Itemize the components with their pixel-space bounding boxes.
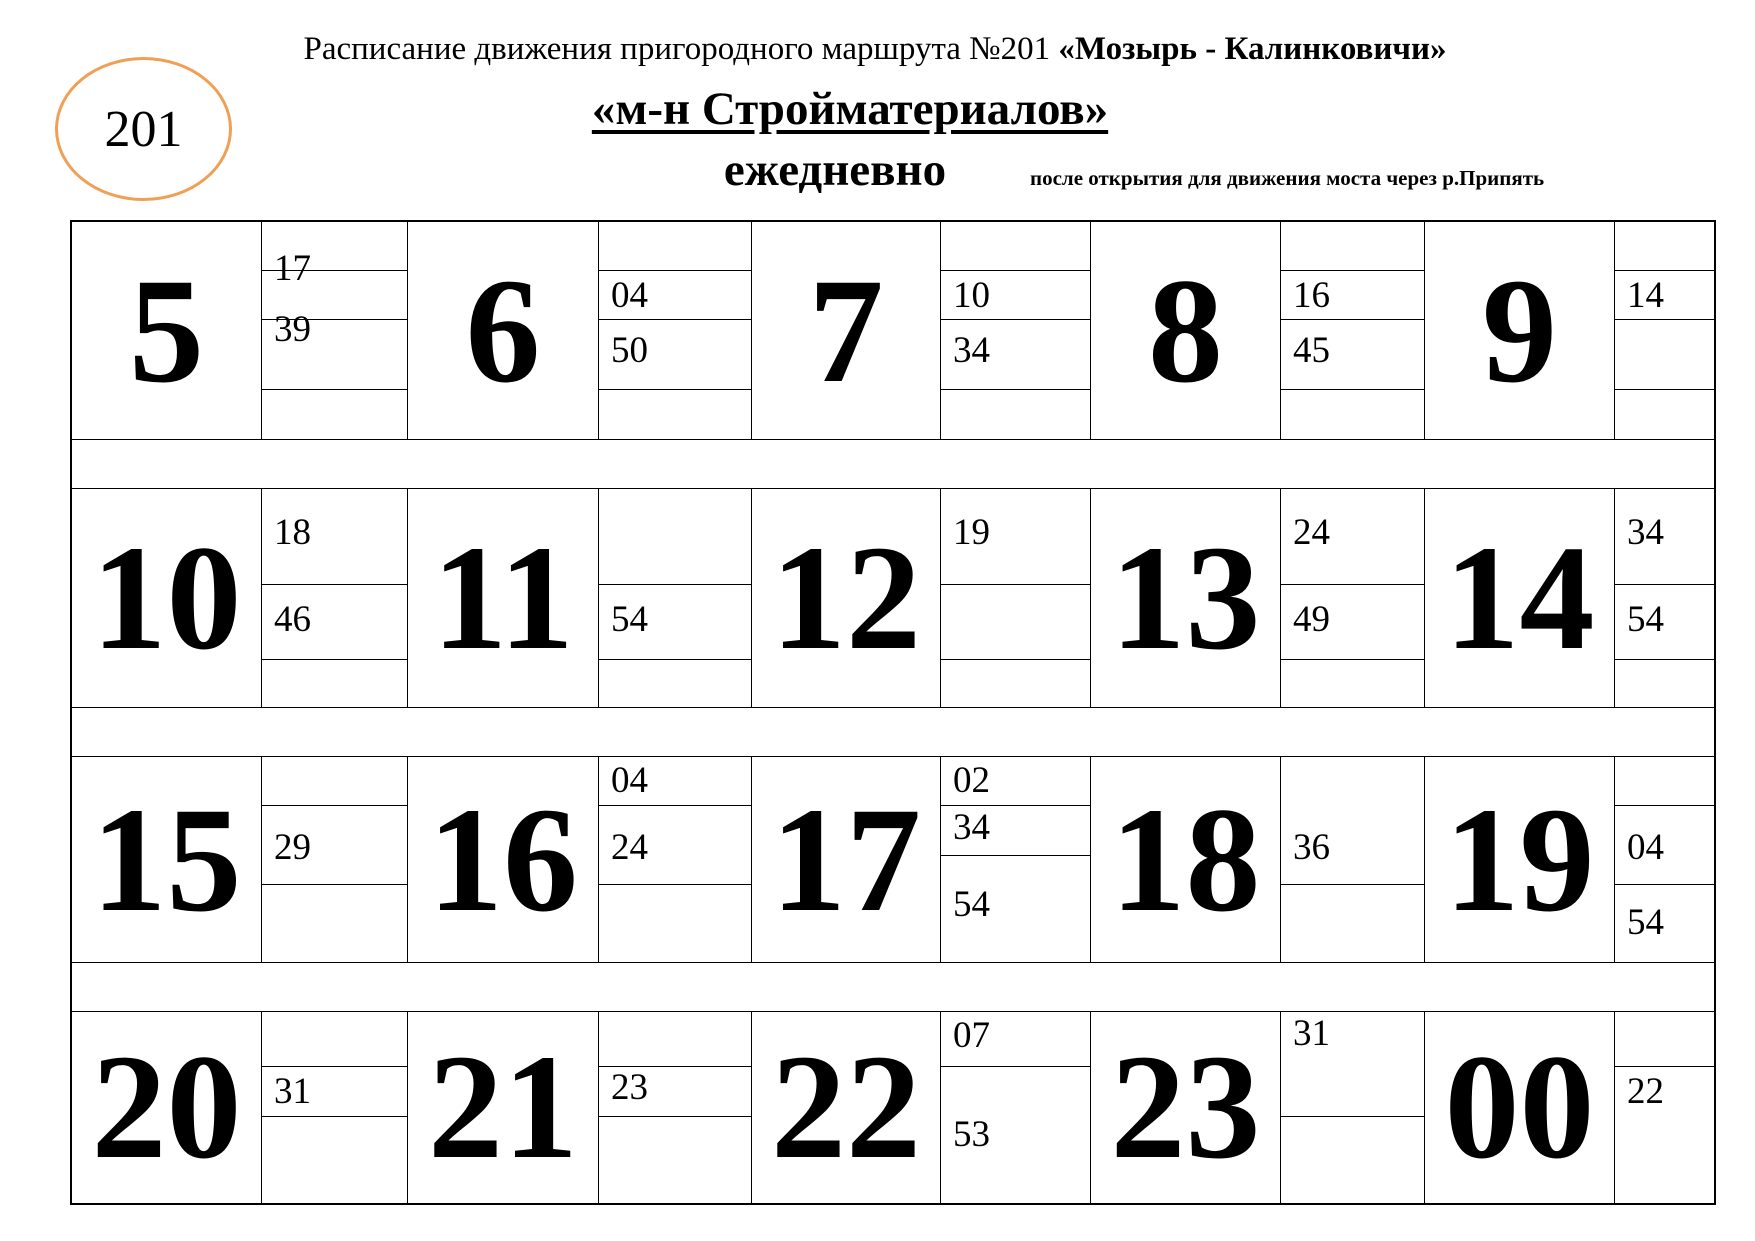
departure-minute: 46 xyxy=(274,599,311,640)
minutes-cell xyxy=(1281,222,1425,439)
minute-divider xyxy=(599,659,751,660)
hour-band xyxy=(72,757,1714,962)
departure-minute: 50 xyxy=(611,330,648,371)
hour-label: 10 xyxy=(72,489,262,707)
minute-divider xyxy=(262,1066,407,1067)
minute-divider xyxy=(1615,884,1714,885)
minutes-cell xyxy=(1281,489,1425,707)
minutes-cell xyxy=(262,1011,408,1203)
schedule-title xyxy=(200,31,1550,68)
hour-label: 11 xyxy=(408,489,599,707)
minute-divider xyxy=(599,389,751,390)
minute-divider xyxy=(1281,319,1424,320)
hour-label: 9 xyxy=(1425,222,1615,439)
departure-minute: 54 xyxy=(1627,599,1664,640)
minute-divider xyxy=(599,270,751,271)
row-separator xyxy=(72,707,1714,757)
minute-divider xyxy=(1281,584,1424,585)
hour-label: 12 xyxy=(752,489,941,707)
departure-minute: 23 xyxy=(611,1067,648,1108)
hour-label: 14 xyxy=(1425,489,1615,707)
minute-divider xyxy=(262,884,407,885)
departure-minute: 04 xyxy=(611,760,648,801)
departure-minute: 53 xyxy=(953,1114,990,1155)
title-prefix: Расписание движения пригородного маршрута №201 xyxy=(303,31,1059,67)
departure-minute: 54 xyxy=(953,884,990,925)
minute-divider xyxy=(1281,659,1424,660)
departure-minute: 34 xyxy=(1627,512,1664,553)
departure-minute: 17 xyxy=(274,248,311,289)
hour-label: 18 xyxy=(1091,757,1281,962)
minutes-cell xyxy=(941,757,1091,962)
hour-label: 13 xyxy=(1091,489,1281,707)
hour-label: 8 xyxy=(1091,222,1281,439)
minute-divider xyxy=(941,805,1090,806)
minutes-cell xyxy=(1615,222,1714,439)
timetable-grid xyxy=(70,220,1716,1205)
departure-minute: 34 xyxy=(953,807,990,848)
minute-divider xyxy=(599,584,751,585)
hour-band xyxy=(72,489,1714,707)
departure-minute: 54 xyxy=(611,599,648,640)
minute-divider xyxy=(1281,1116,1424,1117)
hour-label: 5 xyxy=(72,222,262,439)
bridge-note: после открытия для движения моста через р.Припять xyxy=(1030,166,1545,190)
hour-label: 7 xyxy=(752,222,941,439)
hour-label: 20 xyxy=(72,1011,262,1203)
departure-minute: 02 xyxy=(953,760,990,801)
minutes-cell xyxy=(262,222,408,439)
departure-minute: 14 xyxy=(1627,275,1664,316)
minutes-cell xyxy=(599,489,752,707)
minute-divider xyxy=(262,389,407,390)
hour-label: 19 xyxy=(1425,757,1615,962)
minutes-cell xyxy=(599,757,752,962)
departure-minute: 22 xyxy=(1627,1071,1664,1112)
minute-divider xyxy=(1615,659,1714,660)
operating-days: ежедневно xyxy=(723,144,947,196)
minute-divider xyxy=(1281,389,1424,390)
minutes-cell xyxy=(941,1011,1091,1203)
hour-label: 17 xyxy=(752,757,941,962)
departure-minute: 04 xyxy=(611,275,648,316)
departure-minute: 18 xyxy=(274,512,311,553)
departure-minute: 24 xyxy=(1293,512,1330,553)
minute-divider xyxy=(1615,389,1714,390)
departure-minute: 07 xyxy=(953,1015,990,1056)
row-separator xyxy=(72,962,1714,1012)
minute-divider xyxy=(1281,270,1424,271)
title-route: «Мозырь - Калинковичи» xyxy=(1058,31,1447,67)
minute-divider xyxy=(1615,584,1714,585)
minute-divider xyxy=(941,389,1090,390)
hour-band xyxy=(72,222,1714,439)
departure-minute: 54 xyxy=(1627,902,1664,943)
minutes-cell xyxy=(1281,757,1425,962)
hour-label: 6 xyxy=(408,222,599,439)
departure-minute: 04 xyxy=(1627,827,1664,868)
departure-minute: 16 xyxy=(1293,275,1330,316)
minute-divider xyxy=(599,319,751,320)
departure-minute: 36 xyxy=(1293,827,1330,868)
minutes-cell xyxy=(1615,489,1714,707)
minute-divider xyxy=(1281,884,1424,885)
departure-minute: 31 xyxy=(274,1071,311,1112)
minute-divider xyxy=(262,1116,407,1117)
route-number-badge: 201 xyxy=(55,57,232,201)
departure-minute: 39 xyxy=(274,309,311,350)
minutes-cell xyxy=(262,757,408,962)
minute-divider xyxy=(941,1066,1090,1067)
minute-divider xyxy=(262,659,407,660)
minute-divider xyxy=(262,584,407,585)
minutes-cell xyxy=(599,222,752,439)
minutes-cell xyxy=(1615,757,1714,962)
hour-label: 16 xyxy=(408,757,599,962)
minute-divider xyxy=(1615,805,1714,806)
minute-divider xyxy=(1615,270,1714,271)
departure-minute: 24 xyxy=(611,827,648,868)
minute-divider xyxy=(599,805,751,806)
minute-divider xyxy=(941,270,1090,271)
minute-divider xyxy=(941,659,1090,660)
minute-divider xyxy=(599,1116,751,1117)
departure-minute: 10 xyxy=(953,275,990,316)
departure-minute: 34 xyxy=(953,330,990,371)
hour-label: 00 xyxy=(1425,1011,1615,1203)
minute-divider xyxy=(262,805,407,806)
departure-minute: 31 xyxy=(1293,1013,1330,1054)
hour-label: 15 xyxy=(72,757,262,962)
minutes-cell xyxy=(941,222,1091,439)
minutes-cell xyxy=(941,489,1091,707)
minutes-cell xyxy=(1615,1011,1714,1203)
row-separator xyxy=(72,439,1714,489)
hour-label: 23 xyxy=(1091,1011,1281,1203)
minute-divider xyxy=(941,584,1090,585)
minutes-cell xyxy=(599,1011,752,1203)
hour-band xyxy=(72,1011,1714,1203)
stop-name: «м-н Стройматериалов» xyxy=(591,83,1109,135)
hour-label: 22 xyxy=(752,1011,941,1203)
minute-divider xyxy=(1615,319,1714,320)
minute-divider xyxy=(599,884,751,885)
minute-divider xyxy=(941,319,1090,320)
minute-divider xyxy=(1615,1066,1714,1067)
minutes-cell xyxy=(1281,1011,1425,1203)
hour-label: 21 xyxy=(408,1011,599,1203)
departure-minute: 19 xyxy=(953,512,990,553)
departure-minute: 45 xyxy=(1293,330,1330,371)
minute-divider xyxy=(941,855,1090,856)
departure-minute: 29 xyxy=(274,827,311,868)
minutes-cell xyxy=(262,489,408,707)
departure-minute: 49 xyxy=(1293,599,1330,640)
